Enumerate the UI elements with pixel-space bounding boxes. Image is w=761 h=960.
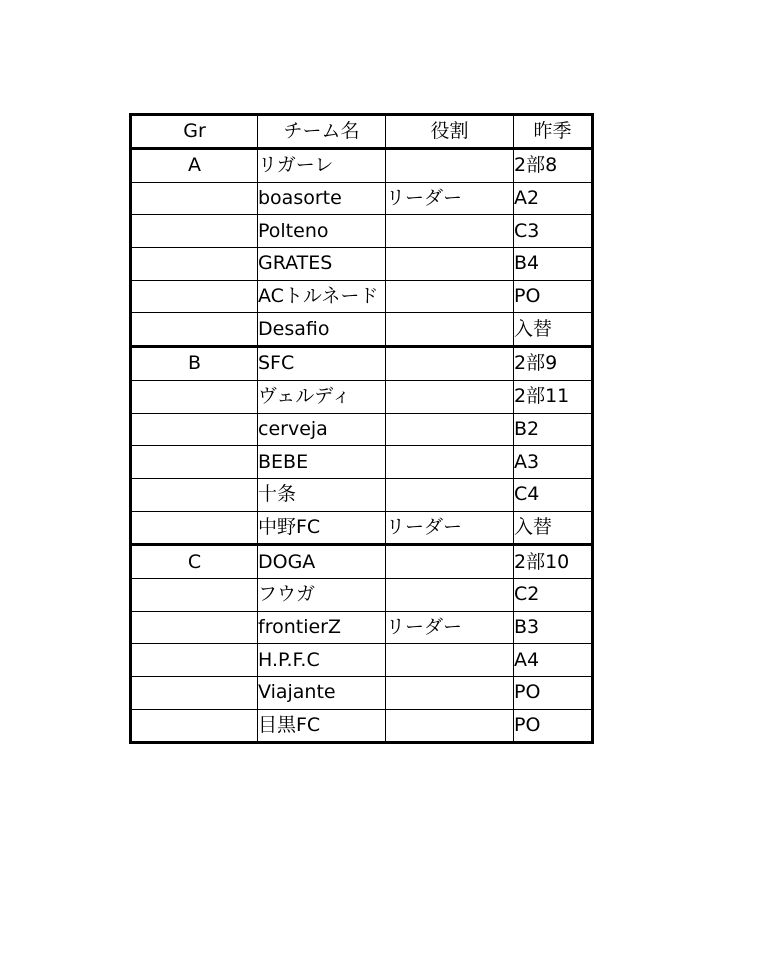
table-row — [131, 545, 593, 579]
team-role — [386, 545, 514, 579]
group-label-empty — [131, 511, 258, 545]
team-name: DOGA — [258, 545, 386, 579]
group-b — [131, 347, 593, 545]
table-row — [131, 313, 593, 347]
team-name: frontierZ — [258, 611, 386, 644]
previous-season: B4 — [514, 248, 593, 281]
table-row — [131, 182, 593, 215]
group-label-empty — [131, 280, 258, 313]
group-label-empty — [131, 578, 258, 611]
team-name: Polteno — [258, 215, 386, 248]
previous-season: 入替 — [514, 313, 593, 347]
team-role — [386, 347, 514, 381]
team-role — [386, 478, 514, 511]
team-role — [386, 280, 514, 313]
team-role — [386, 248, 514, 281]
header-team: チーム名 — [258, 115, 386, 149]
table-row — [131, 380, 593, 413]
previous-season: C3 — [514, 215, 593, 248]
table-row — [131, 215, 593, 248]
previous-season: 2部10 — [514, 545, 593, 579]
team-name: boasorte — [258, 182, 386, 215]
team-name: ヴェルディ — [258, 380, 386, 413]
team-name: BEBE — [258, 446, 386, 479]
team-name: GRATES — [258, 248, 386, 281]
group-label-empty — [131, 709, 258, 743]
previous-season: 2部9 — [514, 347, 593, 381]
table-row — [131, 611, 593, 644]
previous-season: PO — [514, 280, 593, 313]
group-label-empty — [131, 644, 258, 677]
group-label: A — [131, 149, 258, 183]
table-row — [131, 149, 593, 183]
previous-season: 2部11 — [514, 380, 593, 413]
team-name: 中野FC — [258, 511, 386, 545]
team-role: リーダー — [386, 182, 514, 215]
team-role — [386, 446, 514, 479]
group-label-empty — [131, 677, 258, 710]
team-name: SFC — [258, 347, 386, 381]
team-role — [386, 677, 514, 710]
group-a — [131, 149, 593, 347]
table-row — [131, 709, 593, 743]
team-role — [386, 313, 514, 347]
table-row — [131, 478, 593, 511]
group-label-empty — [131, 248, 258, 281]
league-sheet — [129, 113, 594, 744]
previous-season: C2 — [514, 578, 593, 611]
group-label-empty — [131, 182, 258, 215]
team-role: リーダー — [386, 511, 514, 545]
team-name: 十条 — [258, 478, 386, 511]
previous-season: A3 — [514, 446, 593, 479]
team-name: 目黒FC — [258, 709, 386, 743]
group-label-empty — [131, 313, 258, 347]
team-role — [386, 380, 514, 413]
team-name: ACトルネード — [258, 280, 386, 313]
previous-season: 2部8 — [514, 149, 593, 183]
table-row — [131, 413, 593, 446]
table-row — [131, 677, 593, 710]
team-name: cerveja — [258, 413, 386, 446]
group-label-empty — [131, 611, 258, 644]
team-name: リガーレ — [258, 149, 386, 183]
previous-season: PO — [514, 709, 593, 743]
previous-season: 入替 — [514, 511, 593, 545]
team-name: H.P.F.C — [258, 644, 386, 677]
team-name: Desafio — [258, 313, 386, 347]
team-name: Viajante — [258, 677, 386, 710]
header-gr: Gr — [131, 115, 258, 149]
header-row — [131, 115, 593, 149]
group-label: C — [131, 545, 258, 579]
group-label-empty — [131, 446, 258, 479]
header-prev: 昨季 — [514, 115, 593, 149]
table-row — [131, 578, 593, 611]
group-label-empty — [131, 478, 258, 511]
team-role: リーダー — [386, 611, 514, 644]
team-role — [386, 413, 514, 446]
table-row — [131, 511, 593, 545]
table-row — [131, 248, 593, 281]
previous-season: C4 — [514, 478, 593, 511]
team-role — [386, 578, 514, 611]
previous-season: B2 — [514, 413, 593, 446]
group-label: B — [131, 347, 258, 381]
team-role — [386, 149, 514, 183]
group-table — [129, 113, 594, 744]
team-role — [386, 644, 514, 677]
group-label-empty — [131, 380, 258, 413]
table-row — [131, 644, 593, 677]
group-label-empty — [131, 215, 258, 248]
team-role — [386, 215, 514, 248]
team-role — [386, 709, 514, 743]
previous-season: B3 — [514, 611, 593, 644]
group-c — [131, 545, 593, 743]
previous-season: A4 — [514, 644, 593, 677]
team-name: フウガ — [258, 578, 386, 611]
table-row — [131, 347, 593, 381]
header-role: 役割 — [386, 115, 514, 149]
table-row — [131, 446, 593, 479]
table-row — [131, 280, 593, 313]
group-label-empty — [131, 413, 258, 446]
previous-season: PO — [514, 677, 593, 710]
previous-season: A2 — [514, 182, 593, 215]
